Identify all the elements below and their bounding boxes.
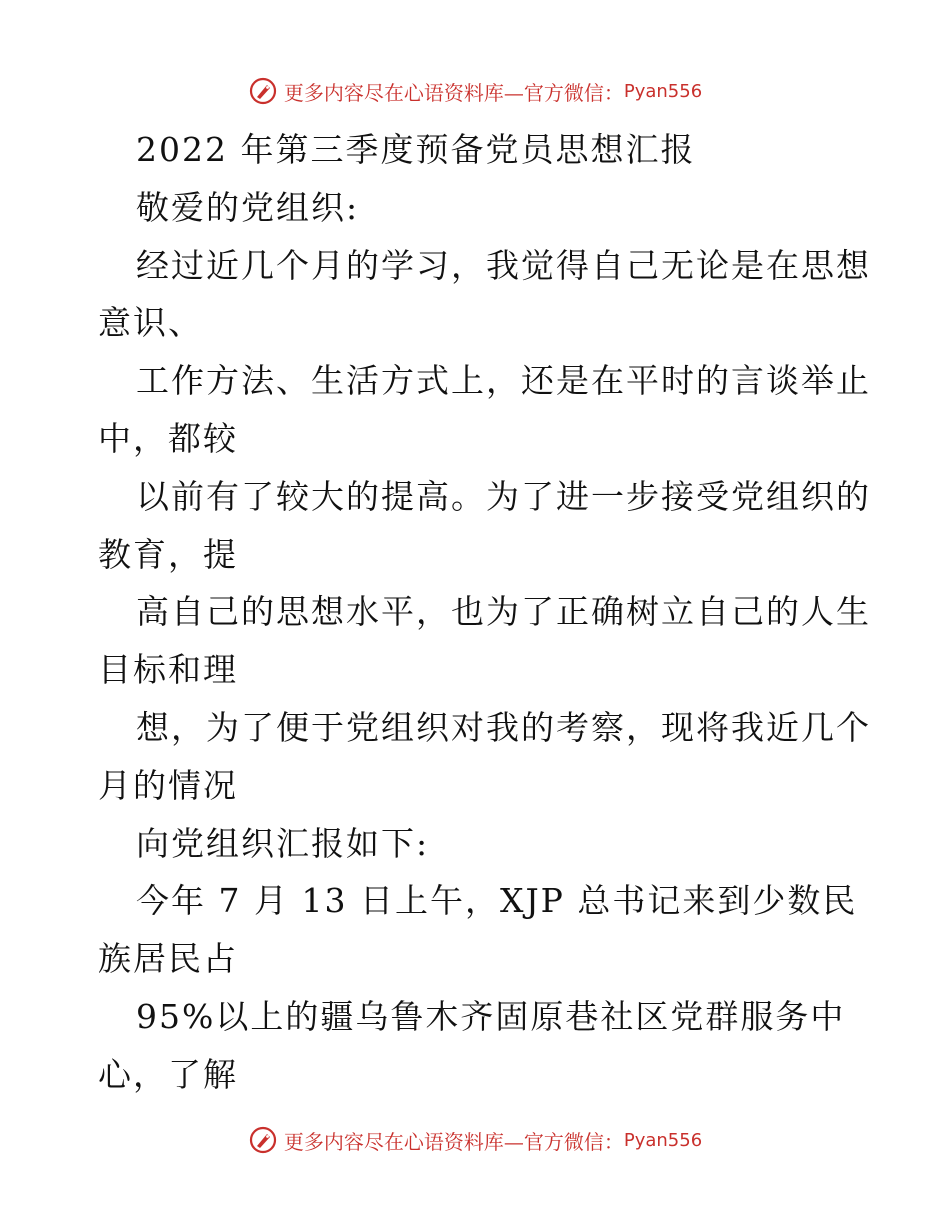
text-line: 目标和理 xyxy=(98,650,238,690)
watermark-text: 更多内容尽在心语资料库—官方微信： xyxy=(283,1129,624,1154)
document-body xyxy=(98,121,871,1104)
text-line: 教育，提 xyxy=(98,534,238,574)
text-line: 高自己的思想水平，也为了正确树立自己的人生 xyxy=(136,592,871,632)
pen-nib-logo-icon xyxy=(248,76,278,106)
text-line: 工作方法、生活方式上，还是在平时的言谈举止 xyxy=(136,361,871,401)
text-line: 月的情况 xyxy=(98,765,238,805)
text-line: 95%以上的疆乌鲁木齐固原巷社区党群服务中 xyxy=(136,996,846,1036)
pen-nib-logo-icon xyxy=(248,1125,278,1155)
document-title: 2022 年第三季度预备党员思想汇报 xyxy=(136,130,696,169)
watermark-contact: Pyan556 xyxy=(623,80,703,102)
text-line: 经过近几个月的学习，我觉得自己无论是在思想 xyxy=(136,245,871,285)
watermark-footer xyxy=(0,1120,950,1160)
text-line: 向党组织汇报如下: xyxy=(136,823,430,863)
salutation: 敬爱的党组织: xyxy=(136,187,360,227)
text-line: 想，为了便于党组织对我的考察，现将我近几个 xyxy=(136,707,871,747)
text-line: 族居民占 xyxy=(98,939,238,979)
watermark-header xyxy=(0,71,950,111)
text-line: 以前有了较大的提高。为了进一步接受党组织的 xyxy=(136,476,871,516)
watermark-text: 更多内容尽在心语资料库—官方微信： xyxy=(283,80,624,105)
text-line: 中，都较 xyxy=(98,418,238,458)
text-line: 心，了解 xyxy=(98,1054,238,1094)
watermark-contact: Pyan556 xyxy=(623,1129,703,1151)
text-line: 意识、 xyxy=(98,303,203,343)
text-line: 今年 7 月 13 日上午，XJP 总书记来到少数民 xyxy=(136,881,858,921)
